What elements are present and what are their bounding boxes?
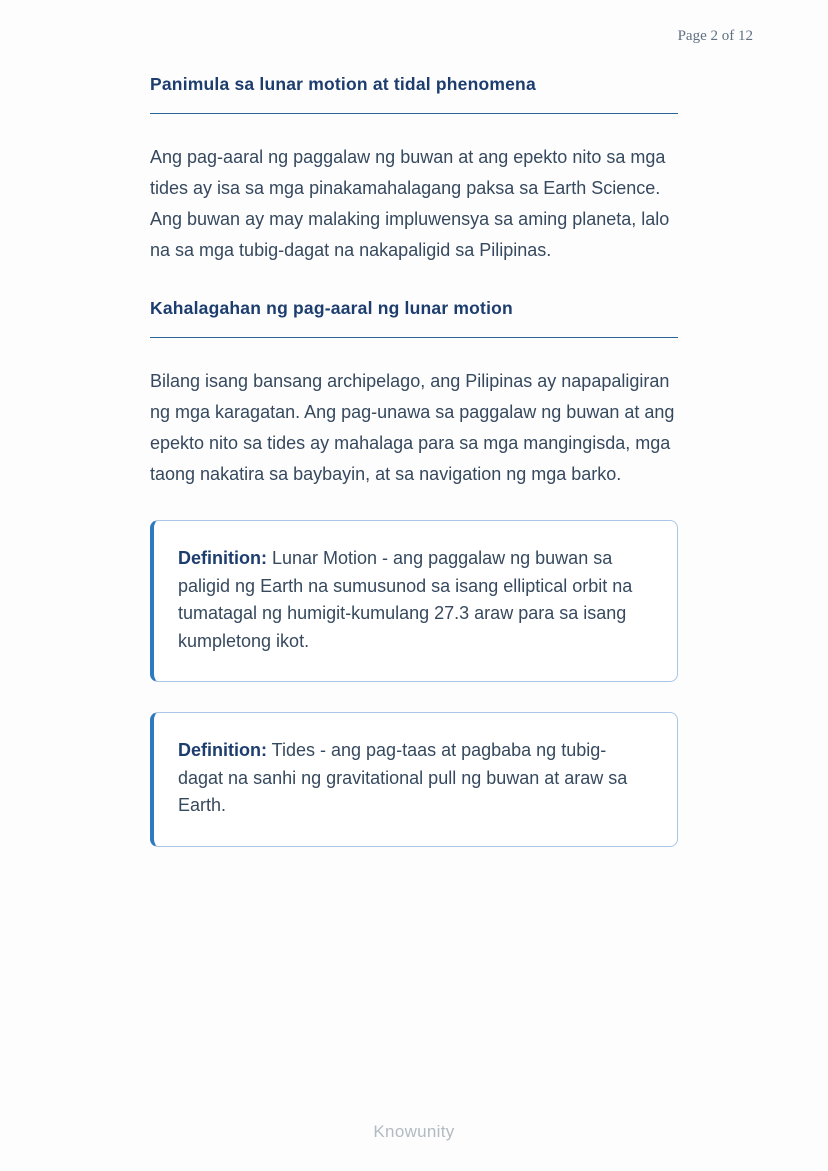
definition-box-lunar-motion [150,520,678,682]
section-importance [150,298,678,490]
heading-rule [150,113,678,114]
document-content [150,74,678,847]
section-heading: Panimula sa lunar motion at tidal phenomena [150,74,536,94]
footer-brand: Knowunity [373,1122,455,1141]
definition-label: Definition: [178,740,267,760]
section-heading: Kahalagahan ng pag-aaral ng lunar motion [150,298,513,318]
definition-box-tides [150,712,678,847]
section-intro [150,74,678,266]
section-paragraph: Bilang isang bansang archipelago, ang Pilipinas ay napapaligiran ng mga karagatan. Ang pag-unawa sa paggalaw ng buwan at ang epekto nito sa tides ay mahalaga para sa mga mangingisda, mga taong nakatira sa baybayin, at sa navigation ng mga barko. [150,371,675,484]
definition-text: Lunar Motion - ang paggalaw ng buwan sa paligid ng Earth na sumusunod sa isang elliptical orbit na tumatagal ng humigit-kumulang 27.3 araw para sa isang kumpletong ikot. [178,548,633,651]
definition-label: Definition: [178,548,267,568]
section-paragraph: Ang pag-aaral ng paggalaw ng buwan at ang epekto nito sa mga tides ay isa sa mga pinakamahalagang paksa sa Earth Science. Ang buwan ay may malaking impluwensya sa aming planeta, lalo na sa mga tubig-dagat na nakapaligid sa Pilipinas. [150,147,670,260]
heading-rule [150,337,678,338]
definition-text: Tides - ang pag-taas at pagbaba ng tubig-dagat na sanhi ng gravitational pull ng buwan at araw sa Earth. [178,740,628,815]
page-number: Page 2 of 12 [677,28,753,44]
